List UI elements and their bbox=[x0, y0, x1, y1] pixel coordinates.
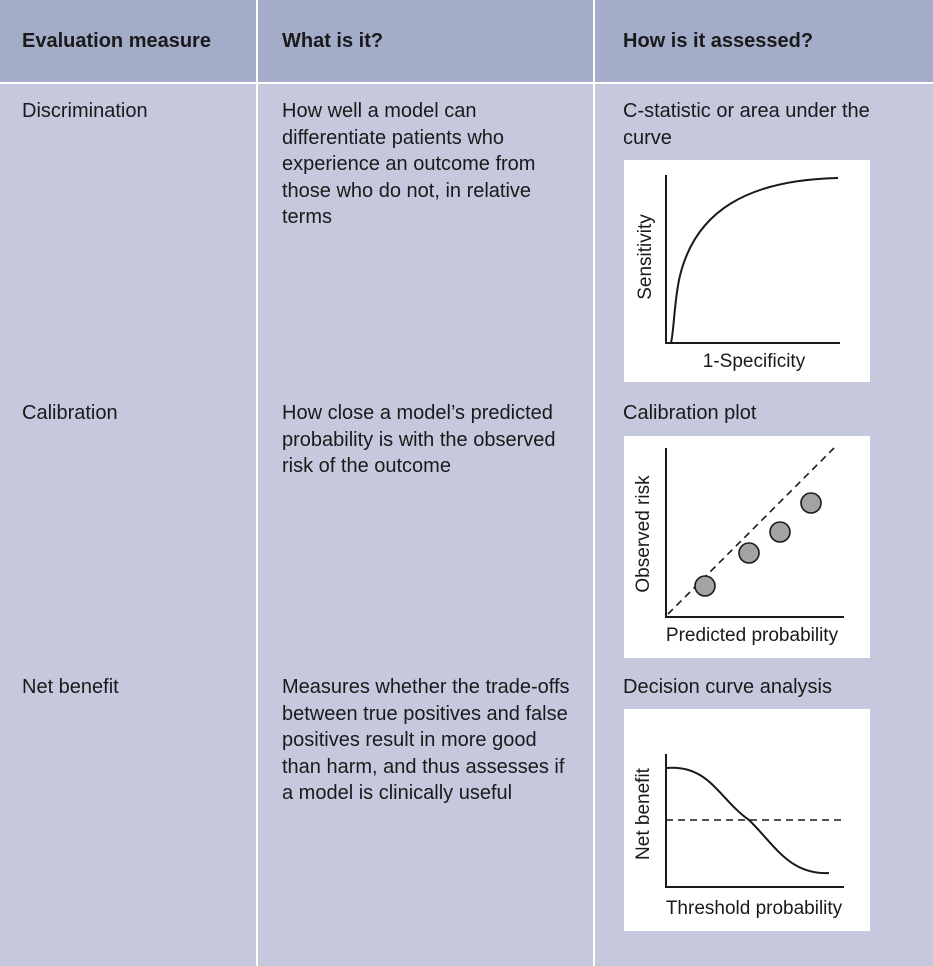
roc-chart bbox=[624, 160, 870, 382]
cal-point bbox=[801, 493, 821, 513]
method-net-benefit: Decision curve analysis bbox=[623, 676, 832, 698]
column-divider bbox=[256, 0, 258, 966]
description-discrimination: How well a model can differentiate patients who experience an outcome from those who do not, in relative terms bbox=[282, 100, 536, 228]
roc-y-label: Sensitivity bbox=[635, 214, 656, 300]
cal-reference-line bbox=[668, 448, 834, 614]
header-what-is-it: What is it? bbox=[282, 30, 384, 52]
measure-discrimination: Discrimination bbox=[22, 100, 148, 122]
cal-x-label: Predicted probability bbox=[665, 625, 839, 646]
header-evaluation-measure: Evaluation measure bbox=[22, 30, 211, 52]
header-how-assessed: How is it assessed? bbox=[623, 30, 814, 52]
method-calibration: Calibration plot bbox=[623, 402, 757, 424]
roc-curve bbox=[671, 178, 838, 343]
description-net-benefit: Measures whether the trade-offs between true positives and false positives result in more good than harm, and thus assesses if a model is clinically useful bbox=[282, 676, 570, 804]
cal-y-label: Observed risk bbox=[633, 475, 654, 593]
dca-x-label: Threshold probability bbox=[665, 898, 843, 919]
calibration-chart bbox=[624, 436, 870, 658]
method-discrimination: C-statistic or area under the curve bbox=[623, 100, 870, 149]
decision-curve-chart bbox=[624, 709, 870, 931]
roc-x-label: 1-Specificity bbox=[702, 351, 806, 372]
description-calibration: How close a model’s predicted probability is with the observed risk of the outcome bbox=[282, 402, 556, 477]
header-divider bbox=[0, 82, 933, 84]
measure-calibration: Calibration bbox=[22, 402, 118, 424]
cal-point bbox=[739, 543, 759, 563]
cal-point bbox=[695, 576, 715, 596]
cal-point bbox=[770, 522, 790, 542]
dca-y-label: Net benefit bbox=[633, 768, 654, 860]
measure-net-benefit: Net benefit bbox=[22, 676, 119, 698]
column-divider bbox=[593, 0, 595, 966]
